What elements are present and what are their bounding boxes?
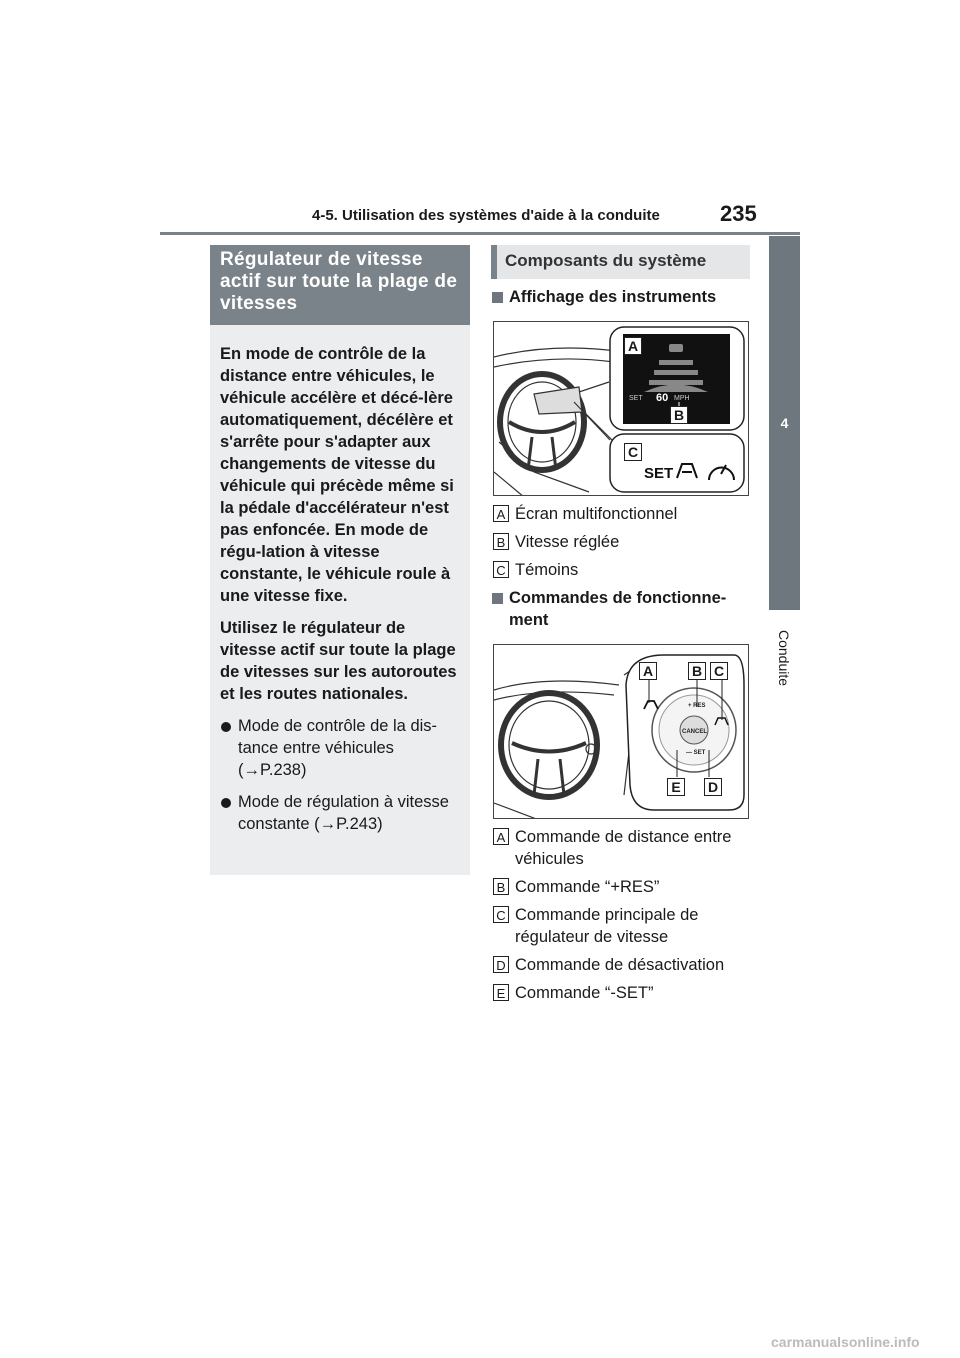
display-unit: MPH <box>674 395 690 402</box>
chapter-number: 4 <box>780 415 789 431</box>
controls-figure <box>493 644 749 819</box>
display-speed: 60 <box>656 392 669 404</box>
res-label: + RES <box>688 703 706 709</box>
legend-item <box>493 503 749 525</box>
legend-key: D <box>493 956 509 973</box>
left-box-title: Régulateur de vitesse actif sur toute la plage de vitesses <box>210 245 470 325</box>
section-heading-instruments: Affichage des instruments <box>491 286 741 308</box>
callout-d: D <box>704 778 722 796</box>
legend-text: Commande principale de régulateur de vitesse <box>515 906 699 946</box>
section-heading-controls: Commandes de fonctionne-ment <box>491 587 747 631</box>
callout-c: C <box>624 443 642 461</box>
legend-item <box>493 954 749 976</box>
intro-paragraph-2: Utilisez le régulateur de vitesse actif sur toute la plage de vitesses sur les autoroutes et les routes nationales. <box>220 619 457 703</box>
legend-text: Commande “-SET” <box>515 984 654 1002</box>
components-title: Composants du système <box>491 245 750 279</box>
legend-text: Écran multifonctionnel <box>515 505 678 523</box>
legend-text: Témoins <box>515 561 579 579</box>
page-number: 235 <box>720 201 757 226</box>
cancel-label: CANCEL <box>682 729 707 735</box>
legend-key: C <box>493 906 509 923</box>
legend-key: E <box>493 984 509 1001</box>
chapter-label: Conduite <box>776 629 792 687</box>
instrument-illustration <box>494 322 749 496</box>
left-box-body <box>210 325 470 875</box>
legend-key: B <box>493 533 509 550</box>
callout-e: E <box>667 778 685 796</box>
watermark: carmanualsonline.info <box>771 1334 920 1350</box>
legend-key: A <box>493 828 509 845</box>
section-title: 4-5. Utilisation des systèmes d'aide à la conduite <box>312 207 660 224</box>
legend-item <box>493 904 749 948</box>
legend-item <box>493 876 749 898</box>
mode-bullet-constant <box>220 791 460 835</box>
callout-a: A <box>639 662 657 680</box>
callout-c: C <box>710 662 728 680</box>
legend-text: Commande de distance entre véhicules <box>515 828 732 868</box>
intro-paragraph-1: En mode de contrôle de la distance entre véhicules, le véhicule accélère et décé-lère automatiquement, décélère et s'arrête pour s'adapter aux changements de vitesse du véhicule qui précède même si la pédale d'accélérateur n'est pas enfoncée. En mode de régu-lation à vitesse constante, le véhicule roule à une vitesse fixe. <box>220 345 454 605</box>
legend-item <box>493 531 749 553</box>
legend-key: B <box>493 878 509 895</box>
bullet-text[interactable]: Mode de régulation à vitesse constante (→P.243) <box>238 793 449 833</box>
mode-bullet-distance <box>220 715 460 781</box>
callout-a: A <box>624 337 642 355</box>
legend-text: Vitesse réglée <box>515 533 620 551</box>
instrument-figure <box>493 321 749 496</box>
legend-item <box>493 559 749 581</box>
header-rule <box>160 232 800 235</box>
chapter-tab[interactable] <box>769 236 800 610</box>
legend-item <box>493 826 749 870</box>
legend-text: Commande “+RES” <box>515 878 660 896</box>
bullet-text[interactable]: Mode de contrôle de la dis-tance entre véhicules (→P.238) <box>238 717 438 779</box>
set-label: — SET <box>686 750 706 756</box>
callout-b: B <box>688 662 706 680</box>
legend-text: Commande de désactivation <box>515 956 725 974</box>
legend-item <box>493 982 749 1004</box>
legend-key: C <box>493 561 509 578</box>
display-set-label: SET <box>629 395 643 402</box>
legend-key: A <box>493 505 509 522</box>
indicator-set-label: SET <box>644 465 674 482</box>
callout-b: B <box>670 406 688 424</box>
